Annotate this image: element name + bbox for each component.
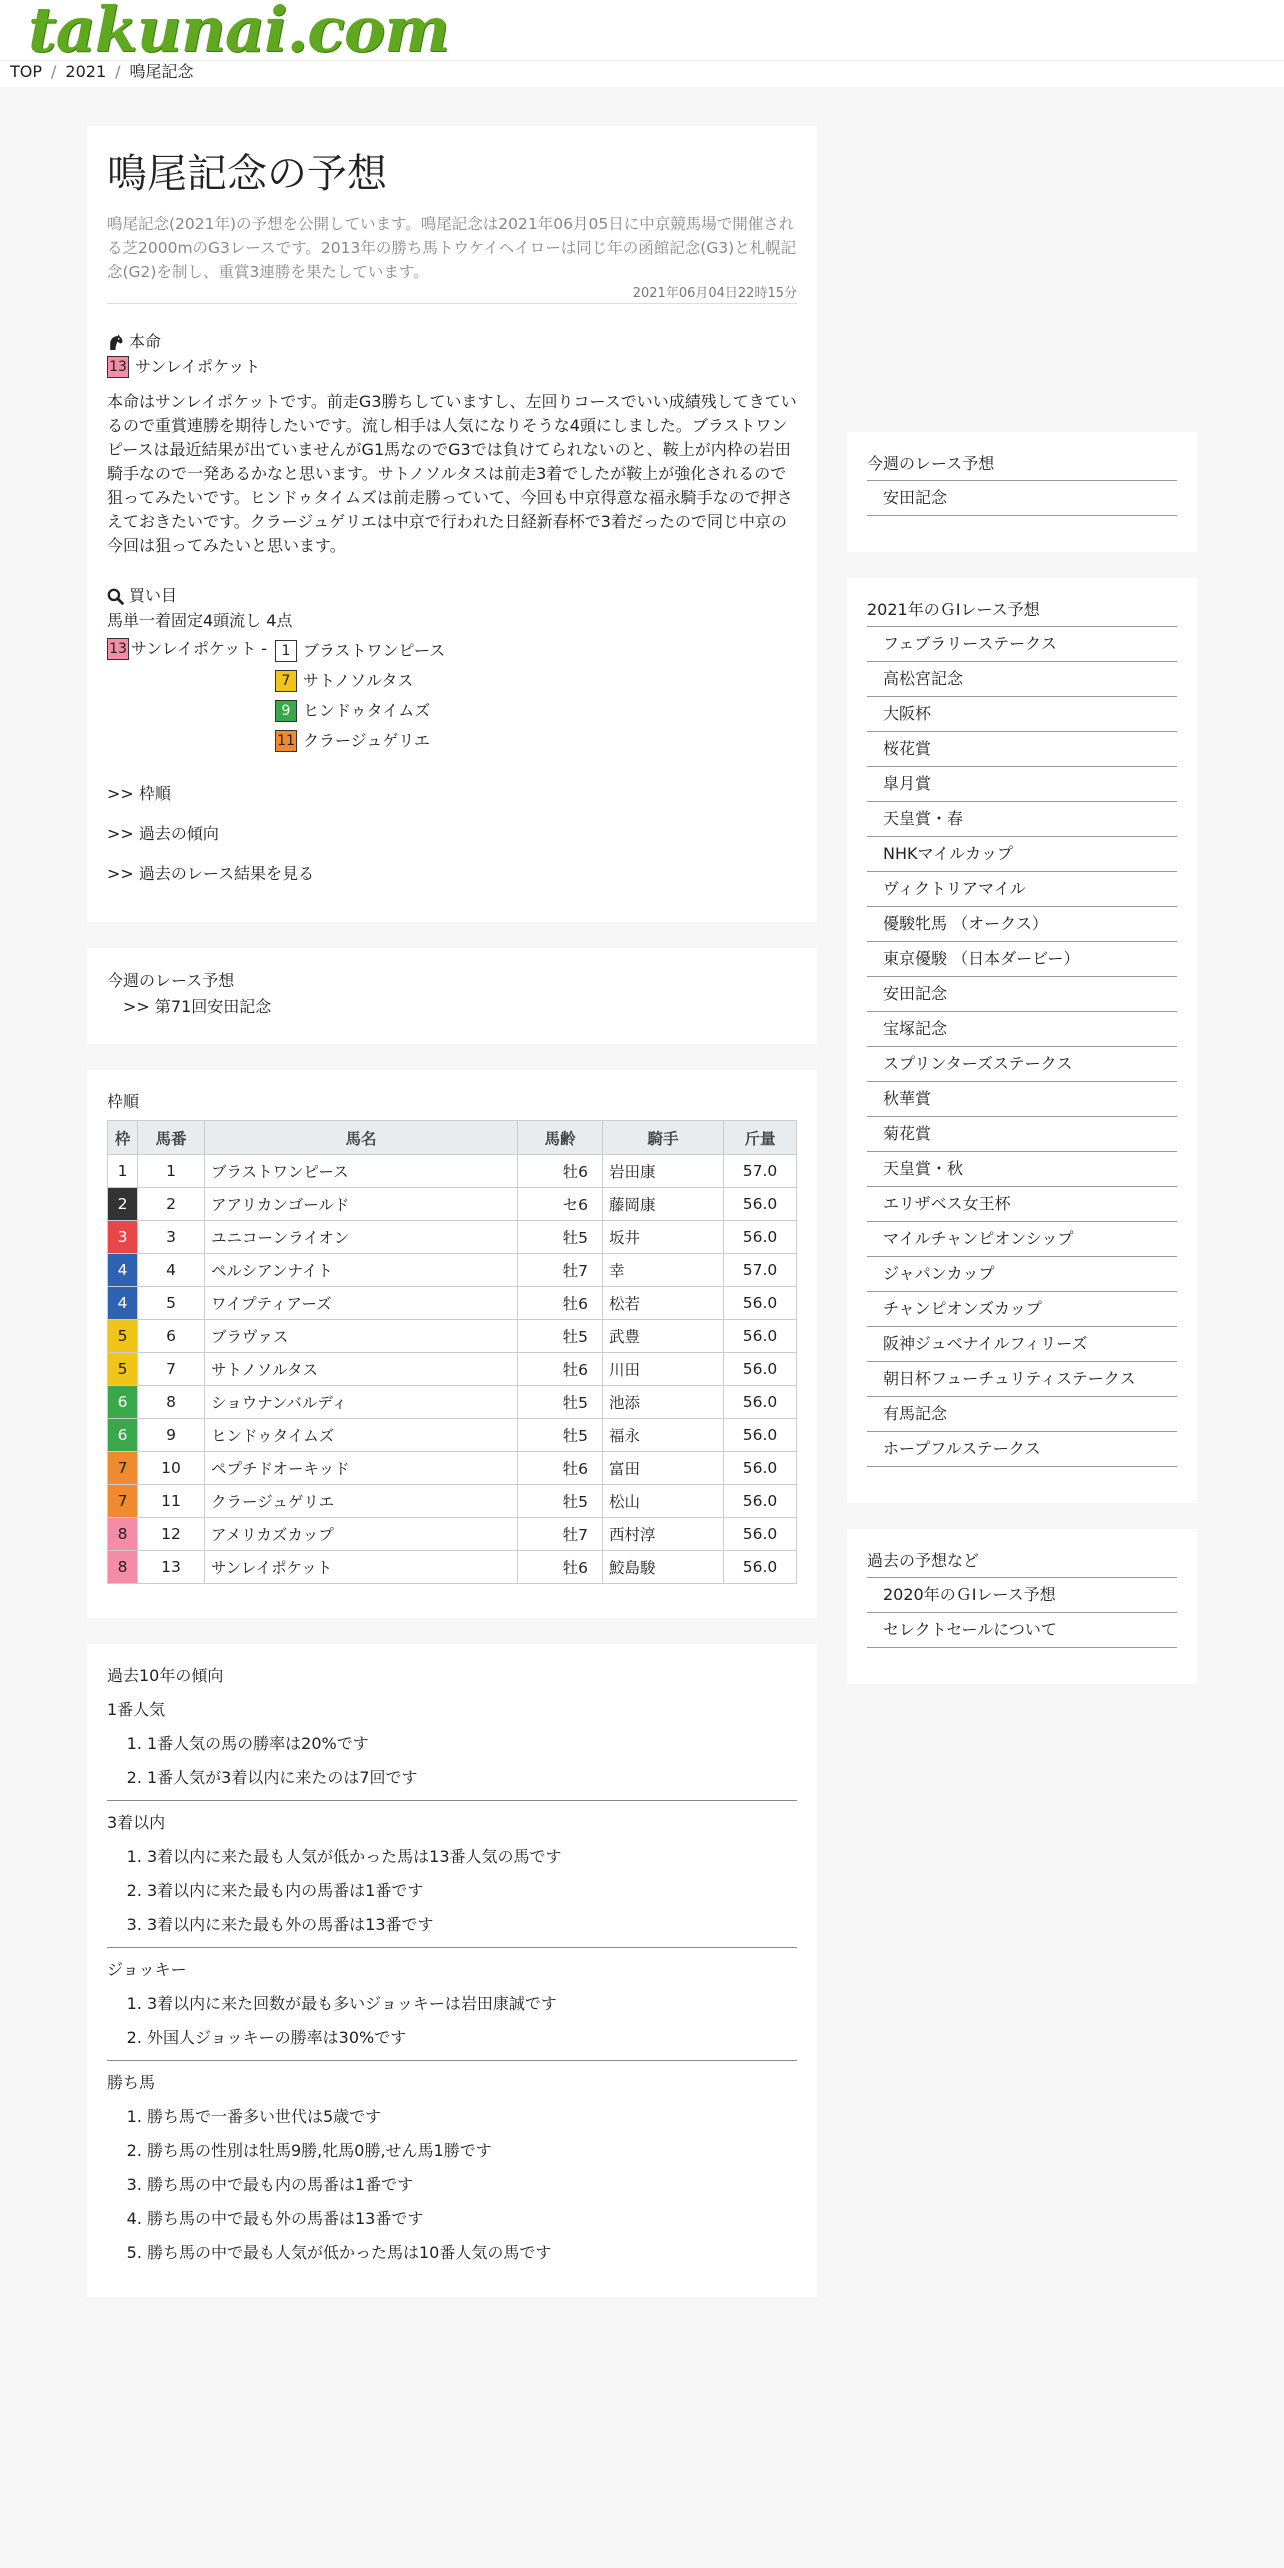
sidebar-link[interactable]: 安田記念 — [867, 976, 1177, 1011]
search-icon — [107, 588, 124, 605]
buy-type: 馬単一着固定4頭流し 4点 — [107, 611, 293, 630]
buy-heading: 買い目 — [107, 584, 797, 608]
jockey-cell: 松若 — [603, 1287, 724, 1320]
weight-cell: 56.0 — [724, 1353, 797, 1386]
horse-number-cell: 7 — [138, 1353, 205, 1386]
site-header — [0, 0, 1284, 66]
trend-list — [107, 2105, 797, 2265]
sidebar-link[interactable]: 安田記念 — [867, 480, 1177, 516]
frame-cell: 2 — [108, 1188, 138, 1221]
sidebar-link[interactable]: ジャパンカップ — [867, 1256, 1177, 1291]
weight-cell: 56.0 — [724, 1287, 797, 1320]
table-header: 枠 馬番 馬名 馬齢 騎手 斤量 — [108, 1121, 797, 1155]
article-links — [107, 782, 797, 886]
trend-group — [107, 1958, 797, 2061]
sidebar-link[interactable]: 有馬記念 — [867, 1396, 1177, 1431]
honmei-horse — [107, 354, 797, 380]
buy-target: 1 ブラストワンピース — [275, 636, 445, 666]
weight-cell: 56.0 — [724, 1551, 797, 1584]
jockey-cell: 藤岡康 — [603, 1188, 724, 1221]
jockey-cell: 岩田康 — [603, 1155, 724, 1188]
frame-cell: 4 — [108, 1254, 138, 1287]
trends-card — [87, 1644, 817, 2297]
table-row — [108, 1452, 797, 1485]
sidebar-link[interactable]: フェブラリーステークス — [867, 626, 1177, 661]
horse-name-cell: ブラストワンピース — [205, 1155, 518, 1188]
sidebar-past: 過去の予想など 2020年のＧⅠレース予想 セレクトセールについて — [847, 1529, 1197, 1684]
horse-number-cell: 6 — [138, 1320, 205, 1353]
frame-cell: 1 — [108, 1155, 138, 1188]
weight-cell: 56.0 — [724, 1452, 797, 1485]
list-item: 2. 外国人ジョッキーの勝率は30%です — [147, 2026, 797, 2050]
horse-number-cell: 11 — [138, 1485, 205, 1518]
list-item: 1. 1番人気の馬の勝率は20%です — [147, 1732, 797, 1756]
horse-name-cell: ショウナンバルディ — [205, 1386, 518, 1419]
frame-cell: 5 — [108, 1320, 138, 1353]
sidebar-link[interactable]: NHKマイルカップ — [867, 836, 1177, 871]
honmei-heading: 本命 — [107, 330, 797, 354]
buy-main-number: 13 — [107, 638, 129, 660]
weekly-link[interactable]: >> 第71回安田記念 — [123, 997, 272, 1016]
list-item: 1. 勝ち馬で一番多い世代は5歳です — [147, 2105, 797, 2129]
list-item: 2. 3着以内に来た最も内の馬番は1番です — [147, 1879, 797, 1903]
jockey-cell: 鮫島駿 — [603, 1551, 724, 1584]
jockey-cell: 西村淳 — [603, 1518, 724, 1551]
sidebar-weekly: 今週のレース予想 安田記念 — [847, 432, 1197, 552]
article-lead: 鳴尾記念(2021年)の予想を公開しています。鳴尾記念は2021年06月05日に中京競馬場で開催される芝2000mのG3レースです。2013年の勝ち馬トウケイヘイローは同じ年の函館記念(G3)と札幌記念(G2)を制し、重賞3連勝を果たしています。 — [107, 215, 797, 281]
horse-name-cell: サンレイポケット — [205, 1551, 518, 1584]
horse-name-cell: ペプチドオーキッド — [205, 1452, 518, 1485]
horse-age-cell: 牡5 — [518, 1221, 603, 1254]
horse-number-cell: 1 — [138, 1155, 205, 1188]
list-item: 2. 1番人気が3着以内に来たのは7回です — [147, 1766, 797, 1790]
weight-cell: 56.0 — [724, 1419, 797, 1452]
horse-age-cell: 牡7 — [518, 1254, 603, 1287]
horse-name-cell: アアリカンゴールド — [205, 1188, 518, 1221]
sidebar-link[interactable]: 東京優駿 （日本ダービー） — [867, 941, 1177, 976]
link-frame-order[interactable]: >> 枠順 — [107, 784, 171, 803]
honmei-text: 本命はサンレイポケットです。前走G3勝ちしていますし、左回りコースでいい成績残してきているので重賞連勝を期待したいです。流し相手は人気になりそうな4頭にしました。ブラストワンピースは最近結果が出ていませんがG1馬なのでG3では負けてられないのと、鞍上が内枠の岩田騎手なので一発あるかなと思います。サトノソルタスは前走3着でしたが鞍上が強化されるので狙ってみたいです。ヒンドゥタイムズは前走勝っていて、今回も中京得意な福永騎手なので押さえておきたいです。クラージュゲリエは中京で行われた日経新春杯で3着だったので同じ中京の今回は狙ってみたいと思います。 — [107, 392, 797, 555]
horse-number-cell: 8 — [138, 1386, 205, 1419]
sidebar-link[interactable]: 2020年のＧⅠレース予想 — [867, 1577, 1177, 1612]
weight-cell: 56.0 — [724, 1485, 797, 1518]
sidebar-link[interactable]: ホープフルステークス — [867, 1431, 1177, 1467]
frame-table — [107, 1120, 797, 1584]
jockey-cell: 幸 — [603, 1254, 724, 1287]
trend-list — [107, 1992, 797, 2050]
list-item: 1. 3着以内に来た最も人気が低かった馬は13番人気の馬です — [147, 1845, 797, 1869]
jockey-cell: 坂井 — [603, 1221, 724, 1254]
article-card — [87, 126, 817, 922]
horse-name-cell: ワイプティアーズ — [205, 1287, 518, 1320]
list-item: 5. 勝ち馬の中で最も人気が低かった馬は10番人気の馬です — [147, 2241, 797, 2265]
sidebar-link[interactable]: 皐月賞 — [867, 766, 1177, 801]
weekly-card — [87, 948, 817, 1044]
table-row — [108, 1155, 797, 1188]
table-row — [108, 1485, 797, 1518]
horse-age-cell: 牡6 — [518, 1551, 603, 1584]
horse-number-cell: 2 — [138, 1188, 205, 1221]
weight-cell: 56.0 — [724, 1518, 797, 1551]
sidebar-link[interactable]: 天皇賞・秋 — [867, 1151, 1177, 1186]
weight-cell: 56.0 — [724, 1188, 797, 1221]
horse-age-cell: 牡6 — [518, 1353, 603, 1386]
horse-number-cell: 4 — [138, 1254, 205, 1287]
honmei-horse-name: サンレイポケット — [135, 357, 261, 376]
trend-list — [107, 1845, 797, 1937]
sidebar-link[interactable]: 秋華賞 — [867, 1081, 1177, 1116]
weight-cell: 56.0 — [724, 1221, 797, 1254]
table-row — [108, 1287, 797, 1320]
link-past-trends[interactable]: >> 過去の傾向 — [107, 824, 219, 843]
horse-age-cell: 牡5 — [518, 1419, 603, 1452]
horse-age-cell: 牡6 — [518, 1452, 603, 1485]
weight-cell: 57.0 — [724, 1254, 797, 1287]
weight-cell: 56.0 — [724, 1320, 797, 1353]
list-item: 4. 勝ち馬の中で最も外の馬番は13番です — [147, 2207, 797, 2231]
sidebar-link[interactable]: 高松宮記念 — [867, 661, 1177, 696]
frame-cell: 6 — [108, 1419, 138, 1452]
site-logo[interactable]: takunai.com — [28, 0, 449, 66]
table-row — [108, 1188, 797, 1221]
horse-age-cell: 牡5 — [518, 1386, 603, 1419]
honmei-number: 13 — [107, 356, 129, 378]
horse-age-cell: 牡5 — [518, 1485, 603, 1518]
jockey-cell: 川田 — [603, 1353, 724, 1386]
sidebar-link[interactable]: ヴィクトリアマイル — [867, 871, 1177, 906]
horse-number-cell: 13 — [138, 1551, 205, 1584]
horse-name-cell: クラージュゲリエ — [205, 1485, 518, 1518]
frame-cell: 8 — [108, 1551, 138, 1584]
table-row — [108, 1518, 797, 1551]
trends-title: 過去10年の傾向 — [107, 1666, 224, 1685]
table-row — [108, 1419, 797, 1452]
sidebar-link[interactable]: 宝塚記念 — [867, 1011, 1177, 1046]
horse-age-cell: 牡6 — [518, 1287, 603, 1320]
horse-number-cell: 12 — [138, 1518, 205, 1551]
trend-group-title: 3着以内 — [107, 1813, 166, 1832]
horse-age-cell: 牡7 — [518, 1518, 603, 1551]
trend-list — [107, 1732, 797, 1790]
jockey-cell: 福永 — [603, 1419, 724, 1452]
buy-target: 11 クラージュゲリエ — [275, 726, 445, 756]
trend-group — [107, 1698, 797, 1801]
horse-name-cell: アメリカズカップ — [205, 1518, 518, 1551]
horse-name-cell: ヒンドゥタイムズ — [205, 1419, 518, 1452]
table-row — [108, 1551, 797, 1584]
breadcrumb-year[interactable]: 2021 — [65, 62, 107, 81]
article-date: 2021年06月04日22時15分 — [107, 282, 797, 304]
sidebar-link[interactable]: 阪神ジュベナイルフィリーズ — [867, 1326, 1177, 1361]
weight-cell: 56.0 — [724, 1386, 797, 1419]
trend-group — [107, 1811, 797, 1948]
frame-cell: 4 — [108, 1287, 138, 1320]
sidebar — [847, 432, 1197, 1710]
list-item: 3. 3着以内に来た最も外の馬番は13番です — [147, 1913, 797, 1937]
trend-group-title: ジョッキー — [107, 1960, 187, 1979]
table-row — [108, 1386, 797, 1419]
list-item: 1. 3着以内に来た回数が最も多いジョッキーは岩田康誠です — [147, 1992, 797, 2016]
table-row — [108, 1353, 797, 1386]
frame-cell: 6 — [108, 1386, 138, 1419]
frame-title: 枠順 — [107, 1092, 140, 1111]
list-item: 2. 勝ち馬の性別は牡馬9勝,牝馬0勝,せん馬1勝です — [147, 2139, 797, 2163]
breadcrumb: TOP / 2021 / 鳴尾記念 — [0, 60, 1284, 87]
frame-cell: 8 — [108, 1518, 138, 1551]
trend-group — [107, 2071, 797, 2265]
buy-targets — [275, 636, 445, 756]
horse-number-cell: 5 — [138, 1287, 205, 1320]
sidebar-link[interactable]: エリザベス女王杯 — [867, 1186, 1177, 1221]
horse-number-cell: 3 — [138, 1221, 205, 1254]
sidebar-link[interactable]: 大阪杯 — [867, 696, 1177, 731]
weight-cell: 57.0 — [724, 1155, 797, 1188]
buy-target: 9 ヒンドゥタイムズ — [275, 696, 445, 726]
list-item: 3. 勝ち馬の中で最も内の馬番は1番です — [147, 2173, 797, 2197]
breadcrumb-current: 鳴尾記念 — [129, 62, 194, 81]
link-past-results[interactable]: >> 過去のレース結果を見る — [107, 864, 315, 883]
table-row — [108, 1254, 797, 1287]
sidebar-link[interactable]: チャンピオンズカップ — [867, 1291, 1177, 1326]
weekly-title: 今週のレース予想 — [107, 971, 235, 990]
sidebar-link[interactable]: 菊花賞 — [867, 1116, 1177, 1151]
sidebar-link[interactable]: セレクトセールについて — [867, 1612, 1177, 1648]
horse-name-cell: ペルシアンナイト — [205, 1254, 518, 1287]
buy-combination — [107, 636, 797, 766]
horse-age-cell: 牡6 — [518, 1155, 603, 1188]
frame-cell: 7 — [108, 1485, 138, 1518]
buy-target: 7 サトノソルタス — [275, 666, 445, 696]
sidebar-link[interactable]: スプリンターズステークス — [867, 1046, 1177, 1081]
frame-cell: 5 — [108, 1353, 138, 1386]
trend-group-title: 1番人気 — [107, 1700, 166, 1719]
frame-card — [87, 1070, 817, 1618]
table-row — [108, 1320, 797, 1353]
sidebar-g1: 2021年のＧⅠレース予想 フェブラリーステークス 高松宮記念 大阪杯 桜花賞 皐月賞 天皇賞・春 NHKマイルカップ ヴィクトリアマイル 優駿牝馬 （オークス） 東京優駿 （日本ダービー） 安田記念 宝塚記念 スプリンターズステークス 秋華賞 菊花賞 天皇賞・秋 エリザベス女王杯 マイルチャンピオンシップ ジャパンカップ チャンピオンズカップ 阪神ジュベナイルフィリーズ 朝日杯フューチュリティステークス 有馬記念 ホープフルステークス — [847, 578, 1197, 1503]
frame-cell: 3 — [108, 1221, 138, 1254]
horse-age-cell: セ6 — [518, 1188, 603, 1221]
horse-age-cell: 牡5 — [518, 1320, 603, 1353]
frame-cell: 7 — [108, 1452, 138, 1485]
jockey-cell: 富田 — [603, 1452, 724, 1485]
trend-group-title: 勝ち馬 — [107, 2073, 156, 2092]
breadcrumb-top[interactable]: TOP — [10, 62, 43, 81]
page-title: 鳴尾記念の予想 — [107, 151, 387, 197]
table-row — [108, 1221, 797, 1254]
buy-main-horse — [107, 636, 267, 662]
main-column — [87, 126, 817, 2323]
horse-number-cell: 10 — [138, 1452, 205, 1485]
buy-main-name: サンレイポケット - — [131, 639, 268, 658]
jockey-cell: 松山 — [603, 1485, 724, 1518]
jockey-cell: 池添 — [603, 1386, 724, 1419]
horse-icon — [107, 334, 124, 351]
jockey-cell: 武豊 — [603, 1320, 724, 1353]
horse-number-cell: 9 — [138, 1419, 205, 1452]
horse-name-cell: ブラヴァス — [205, 1320, 518, 1353]
sidebar-link[interactable]: 桜花賞 — [867, 731, 1177, 766]
sidebar-link[interactable]: 優駿牝馬 （オークス） — [867, 906, 1177, 941]
horse-name-cell: サトノソルタス — [205, 1353, 518, 1386]
horse-name-cell: ユニコーンライオン — [205, 1221, 518, 1254]
sidebar-link[interactable]: 天皇賞・春 — [867, 801, 1177, 836]
sidebar-link[interactable]: 朝日杯フューチュリティステークス — [867, 1361, 1177, 1396]
sidebar-link[interactable]: マイルチャンピオンシップ — [867, 1221, 1177, 1256]
